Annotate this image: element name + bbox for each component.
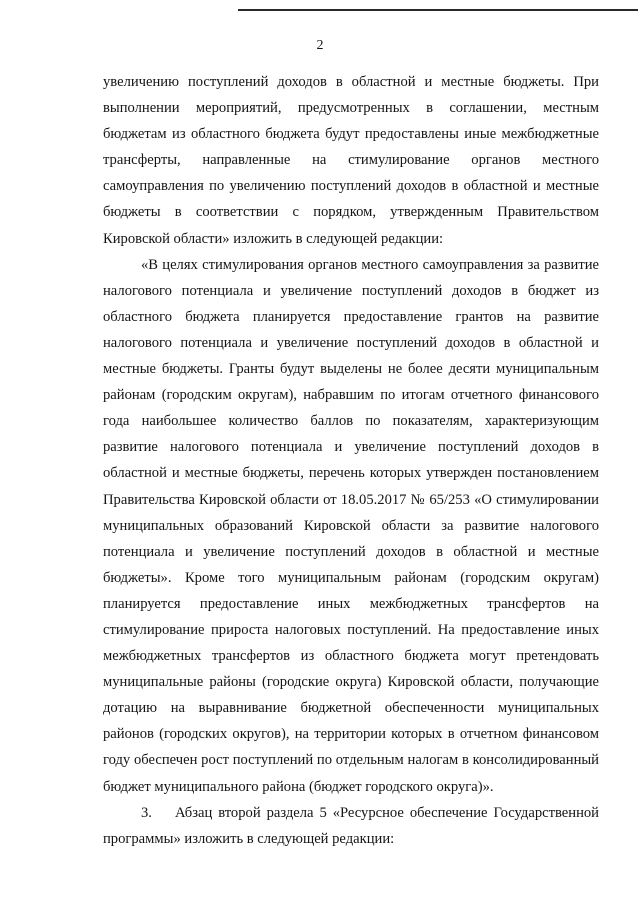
list-item-text: Абзац второй раздела 5 «Ресурсное обеспечение Государственной программы» изложить в следующей редакции: (103, 804, 599, 847)
document-body (103, 69, 599, 852)
paragraph-continuation: увеличению поступлений доходов в областной и местные бюджеты. При выполнении мероприятий, предусмотренных в соглашении, местным бюджетам из областного бюджета будут предоставлены иные межбюджетные трансферты, направленные на стимулирование органов местного самоуправления по увеличению поступлений доходов в областной и местные бюджеты в соответствии с порядком, утвержденным Правительством Кировской области» изложить в следующей редакции: (103, 74, 599, 247)
list-item-number: 3. (141, 804, 152, 821)
page-number: 2 (316, 38, 324, 53)
header-rule (238, 9, 638, 11)
paragraph-quoted-revision: «В целях стимулирования органов местного самоуправления за развитие налогового потенциала и увеличение поступлений доходов в бюджет из областного бюджета планируется предоставление грантов на развитие налогового потенциала и увеличение поступлений доходов в областной и местные бюджеты. Гранты будут выделены не более десяти муниципальным районам (городским округам), набравшим по итогам отчетного финансового года наибольшее количество баллов по показателям, характеризующим развитие налогового потенциала и увеличение поступлений доходов в областной и местные бюджеты, перечень которых утвержден постановлением Правительства Кировской области от 18.05.2017 № 65/253 «О стимулировании муниципальных образований Кировской области за развитие налогового потенциала и увеличение поступлений доходов в областной и местные бюджеты». Кроме того муниципальным районам (городским округам) планируется предоставление иных межбюджетных трансфертов на стимулирование прироста налоговых поступлений. На предоставление иных межбюджетных трансфертов из областного бюджета могут претендовать муниципальные районы (городские округа) Кировской области, получающие дотацию на выравнивание бюджетной обеспеченности муниципальных районов (городских округов), на территории которых в отчетном финансовом году обеспечен рост поступлений по отдельным налогам в консолидированный бюджет муниципального района (бюджет городского округа)». (103, 256, 599, 795)
list-item-3 (103, 800, 599, 852)
